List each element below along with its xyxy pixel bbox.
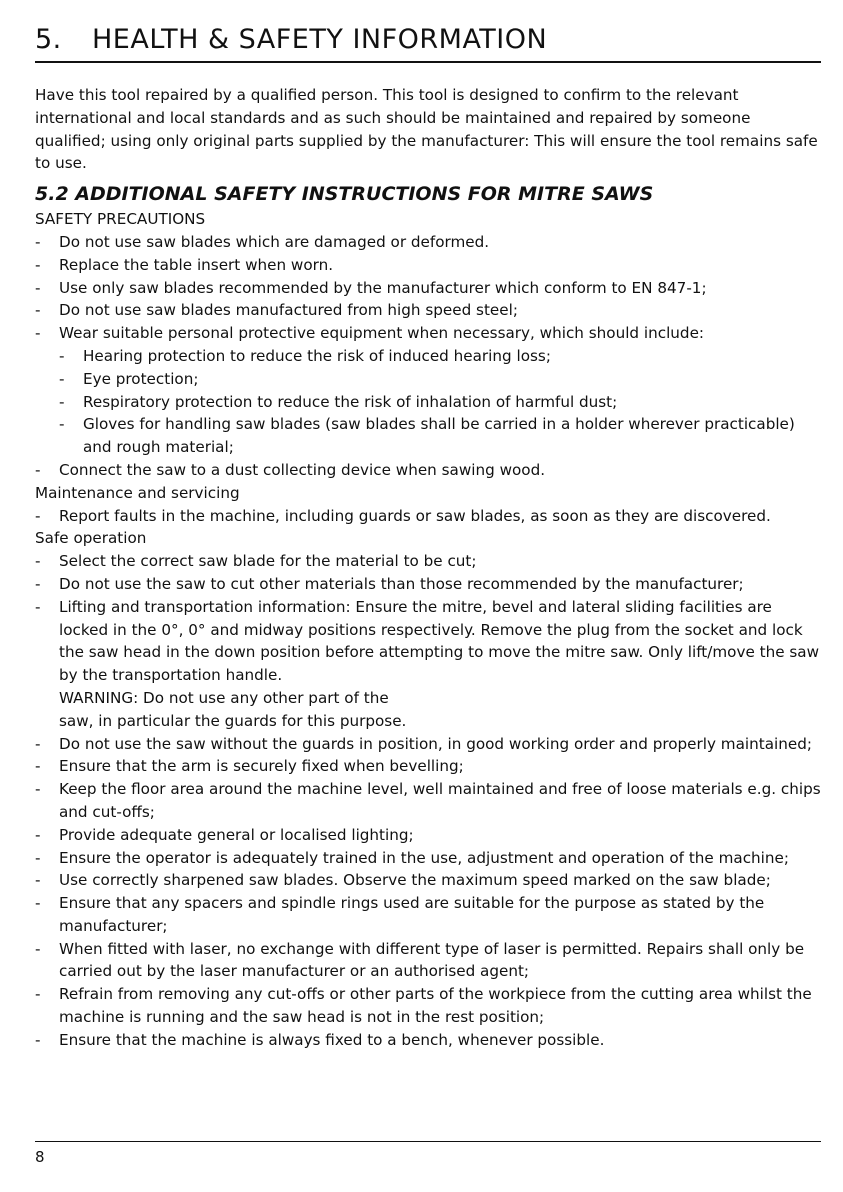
list-item: - Do not use saw blades manufactured from high speed steel;: [35, 299, 821, 322]
list-item: - Use only saw blades recommended by the manufacturer which conform to EN 847-1;: [35, 277, 821, 300]
list-item: - Replace the table insert when worn.: [35, 254, 821, 277]
precautions-heading: SAFETY PRECAUTIONS: [35, 210, 206, 229]
ppe-item: - Eye protection;: [35, 368, 821, 391]
section-title: HEALTH & SAFETY INFORMATION: [92, 24, 548, 55]
warning-text: [35, 687, 821, 733]
page-title: [35, 24, 547, 55]
precautions-list: [35, 231, 821, 482]
maintenance-list: [35, 505, 821, 528]
list-item: - Wear suitable personal protective equipment when necessary, which should include:: [35, 322, 821, 345]
page-number: 8: [35, 1148, 45, 1166]
list-item: - Lifting and transportation information: Ensure the mitre, bevel and lateral sliding facilities are locked in the 0°, 0° and midway positions respectively. Remove the plug from the socket and lock the saw head in the down position before attempting to move the mitre saw. Only lift/move the saw by the transportation handle.: [35, 596, 821, 687]
ppe-item: - Hearing protection to reduce the risk of induced hearing loss;: [35, 345, 821, 368]
list-item: - Provide adequate general or localised lighting;: [35, 824, 821, 847]
list-item: - Report faults in the machine, including guards or saw blades, as soon as they are discovered.: [35, 505, 821, 528]
list-item: - Ensure the operator is adequately trained in the use, adjustment and operation of the machine;: [35, 847, 821, 870]
ppe-item: - Respiratory protection to reduce the risk of inhalation of harmful dust;: [35, 391, 821, 414]
list-item: - Ensure that the machine is always fixed to a bench, whenever possible.: [35, 1029, 821, 1052]
safe-operation-heading: Safe operation: [35, 529, 147, 548]
list-item: - Use correctly sharpened saw blades. Observe the maximum speed marked on the saw blade;: [35, 869, 821, 892]
intro-paragraph: Have this tool repaired by a qualified person. This tool is designed to confirm to the relevant international and local standards and as such should be maintained and repaired by someone qualified; using only original parts supplied by the manufacturer: This will ensure the tool remains safe to use.: [35, 86, 818, 173]
page-content: [35, 84, 821, 1052]
list-item: - Keep the floor area around the machine level, well maintained and free of loose materials e.g. chips and cut-offs;: [35, 778, 821, 824]
list-item: - Do not use the saw without the guards in position, in good working order and properly maintained;: [35, 733, 821, 756]
warning-line: saw, in particular the guards for this purpose.: [59, 711, 407, 730]
list-item: - When fitted with laser, no exchange with different type of laser is permitted. Repairs shall only be carried out by the laser manufacturer or an authorised agent;: [35, 938, 821, 984]
safe-operation-list-continued: [35, 733, 821, 1052]
list-item: - Do not use the saw to cut other materials than those recommended by the manufacturer;: [35, 573, 821, 596]
list-item: - Select the correct saw blade for the material to be cut;: [35, 550, 821, 573]
ppe-item: - Gloves for handling saw blades (saw blades shall be carried in a holder wherever practicable) and rough material;: [35, 413, 821, 459]
list-item: - Ensure that the arm is securely fixed when bevelling;: [35, 755, 821, 778]
list-item: - Do not use saw blades which are damaged or deformed.: [35, 231, 821, 254]
maintenance-heading: Maintenance and servicing: [35, 483, 240, 502]
section-number: 5.: [35, 24, 62, 55]
list-item: - Refrain from removing any cut-offs or other parts of the workpiece from the cutting area whilst the machine is running and the saw head is not in the rest position;: [35, 983, 821, 1029]
list-item: - Ensure that any spacers and spindle rings used are suitable for the purpose as stated by the manufacturer;: [35, 892, 821, 938]
warning-line: WARNING: Do not use any other part of the: [59, 688, 389, 707]
list-item: - Connect the saw to a dust collecting device when sawing wood.: [35, 459, 821, 482]
safe-operation-list: [35, 550, 821, 687]
subsection-title: 5.2 ADDITIONAL SAFETY INSTRUCTIONS FOR MITRE SAWS: [35, 183, 654, 206]
top-rule: [35, 61, 821, 63]
bottom-rule: [35, 1141, 821, 1142]
